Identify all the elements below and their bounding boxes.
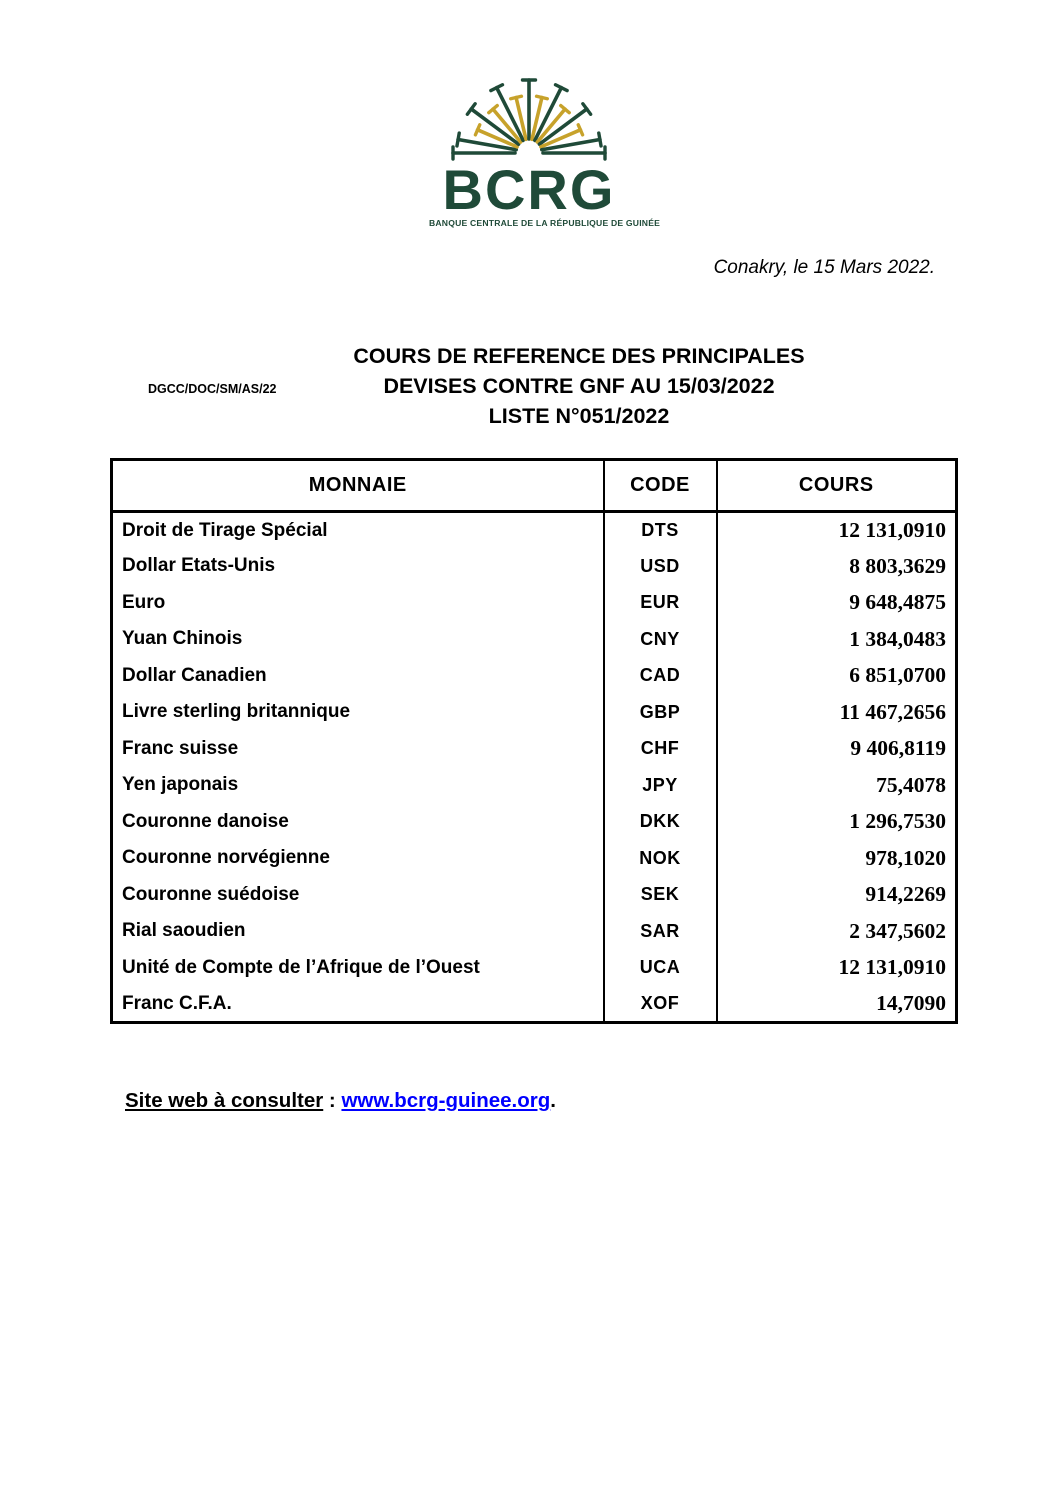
rates-table: [110, 458, 958, 1024]
currency-code: SEK: [604, 877, 717, 914]
currency-rate: 8 803,3629: [717, 548, 957, 585]
table-row: [112, 585, 957, 622]
currency-rate: 11 467,2656: [717, 694, 957, 731]
currency-rate: 6 851,0700: [717, 658, 957, 695]
header-cours: COURS: [717, 460, 957, 512]
table-row: [112, 731, 957, 768]
header-monnaie: MONNAIE: [112, 460, 604, 512]
currency-code: JPY: [604, 767, 717, 804]
currency-name: Couronne danoise: [122, 810, 289, 832]
table-header-row: [112, 460, 957, 512]
currency-name: Yuan Chinois: [122, 628, 243, 650]
currency-code: EUR: [604, 585, 717, 622]
title-line-1: COURS DE REFERENCE DES PRINCIPALES: [353, 344, 805, 368]
currency-rate: 978,1020: [717, 840, 957, 877]
currency-code: DKK: [604, 804, 717, 841]
currency-rate: 12 131,0910: [717, 950, 957, 987]
currency-name: Couronne norvégienne: [122, 847, 330, 869]
sunburst-icon: [444, 66, 614, 162]
logo-tagline: BANQUE CENTRALE DE LA RÉPUBLIQUE DE GUINÉE: [429, 218, 661, 228]
table-row: [112, 658, 957, 695]
bcrg-logo: [429, 66, 661, 228]
currency-code: UCA: [604, 950, 717, 987]
website-label: Site web à consulter: [125, 1089, 324, 1112]
title-line-3: LISTE N°051/2022: [488, 404, 670, 428]
table-row: [112, 950, 957, 987]
currency-rate: 75,4078: [717, 767, 957, 804]
currency-code: CAD: [604, 658, 717, 695]
currency-name: Couronne suédoise: [122, 883, 300, 905]
currency-name: Franc suisse: [122, 737, 239, 759]
table-row: [112, 913, 957, 950]
currency-code: CNY: [604, 621, 717, 658]
table-row: [112, 548, 957, 585]
currency-name: Franc C.F.A.: [122, 992, 232, 1014]
currency-code: SAR: [604, 913, 717, 950]
currency-name: Yen japonais: [122, 774, 239, 796]
currency-name: Euro: [122, 591, 166, 613]
table-row: [112, 621, 957, 658]
table-row: [112, 986, 957, 1023]
title-line-2: DEVISES CONTRE GNF AU 15/03/2022: [383, 374, 775, 398]
table-row: [112, 512, 957, 549]
currency-rate: 14,7090: [717, 986, 957, 1023]
currency-name: Dollar Canadien: [122, 664, 267, 686]
table-row: [112, 694, 957, 731]
currency-rate: 12 131,0910: [717, 512, 957, 549]
logo-wordmark: BCRG: [442, 158, 616, 221]
currency-code: XOF: [604, 986, 717, 1023]
currency-rate: 9 406,8119: [717, 731, 957, 768]
currency-name: Unité de Compte de l’Afrique de l’Ouest: [122, 956, 480, 978]
currency-code: USD: [604, 548, 717, 585]
currency-name: Droit de Tirage Spécial: [122, 519, 328, 541]
website-period: .: [550, 1089, 556, 1112]
currency-rate: 1 384,0483: [717, 621, 957, 658]
website-colon: :: [323, 1089, 342, 1112]
website-note: [125, 1089, 556, 1113]
currency-name: Rial saoudien: [122, 920, 246, 942]
table-row: [112, 804, 957, 841]
date-line: Conakry, le 15 Mars 2022.: [713, 257, 935, 278]
currency-rate: 9 648,4875: [717, 585, 957, 622]
currency-name: Dollar Etats-Unis: [122, 555, 276, 577]
currency-rate: 914,2269: [717, 877, 957, 914]
currency-code: NOK: [604, 840, 717, 877]
currency-rate: 1 296,7530: [717, 804, 957, 841]
header-code: CODE: [604, 460, 717, 512]
reference-number: DGCC/DOC/SM/AS/22: [148, 382, 277, 396]
currency-rate: 2 347,5602: [717, 913, 957, 950]
document-title: [299, 341, 859, 431]
table-row: [112, 767, 957, 804]
currency-code: DTS: [604, 512, 717, 549]
table-row: [112, 877, 957, 914]
table-row: [112, 840, 957, 877]
currency-code: CHF: [604, 731, 717, 768]
currency-code: GBP: [604, 694, 717, 731]
website-link[interactable]: www.bcrg-guinee.org: [341, 1089, 551, 1112]
currency-name: Livre sterling britannique: [122, 701, 351, 723]
